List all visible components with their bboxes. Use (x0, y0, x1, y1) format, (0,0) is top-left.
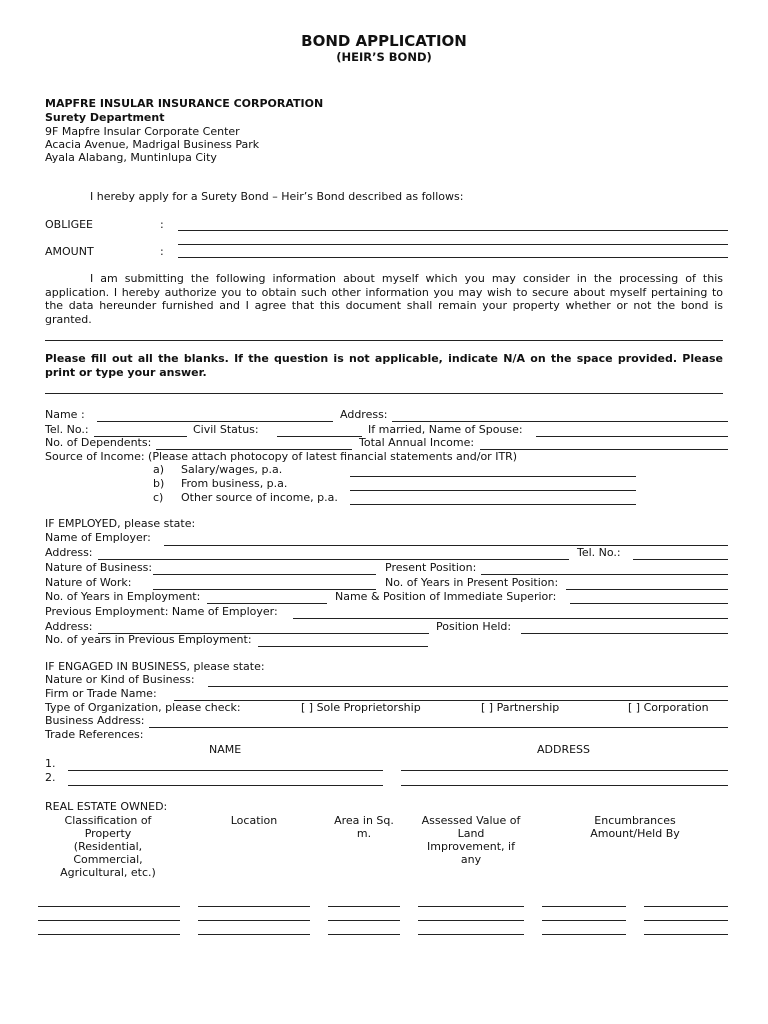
re-row1-held-by[interactable] (644, 906, 728, 907)
source-of-income-label: Source of Income: (Please attach photocopy of latest financial statements and/or ITR) (45, 450, 518, 463)
name-label: Name : (45, 408, 85, 421)
income-field[interactable] (480, 449, 728, 450)
amount-colon: : (160, 245, 164, 258)
obligee-label: OBLIGEE (45, 218, 94, 231)
re-row1-area[interactable] (328, 906, 400, 907)
trade-references-label: Trade References: (45, 728, 144, 741)
previous-years-field[interactable] (258, 646, 428, 647)
income-label: Total Annual Income: (359, 436, 475, 449)
re-row1-classification[interactable] (38, 906, 180, 907)
address-field[interactable] (392, 421, 728, 422)
previous-employment-label: Previous Employment: Name of Employer: (45, 605, 278, 618)
employer-address-field[interactable] (98, 559, 569, 560)
years-in-position-label: No. of Years in Present Position: (385, 576, 559, 589)
nature-of-business-field[interactable] (153, 574, 376, 575)
nature-of-business-label: Nature of Business: (45, 561, 153, 574)
company-address-line-1: 9F Mapfre Insular Corporate Center (45, 125, 240, 138)
sole-proprietorship-checkbox[interactable]: [ ] Sole Proprietorship (301, 701, 421, 714)
document-subtitle: (HEIR’S BOND) (336, 50, 432, 64)
re-row3-location[interactable] (198, 934, 310, 935)
divider (45, 340, 723, 341)
obligee-field-line-2[interactable] (178, 244, 728, 245)
years-in-position-field[interactable] (566, 589, 728, 590)
other-income-field[interactable] (350, 504, 636, 505)
re-row1-location[interactable] (198, 906, 310, 907)
re-row1-assessed-value[interactable] (418, 906, 524, 907)
salary-label: Salary/wages, p.a. (181, 463, 283, 476)
reference-1-address-field[interactable] (401, 770, 728, 771)
years-in-employment-label: No. of Years in Employment: (45, 590, 201, 603)
present-position-label: Present Position: (385, 561, 477, 574)
previous-employer-field[interactable] (293, 618, 728, 619)
source-c-letter: c) (153, 491, 164, 504)
superior-label: Name & Position of Immediate Superior: (335, 590, 557, 603)
company-department: Surety Department (45, 111, 165, 124)
address-label: Address: (340, 408, 388, 421)
other-income-label: Other source of income, p.a. (181, 491, 338, 504)
re-row3-area[interactable] (328, 934, 400, 935)
employer-address-label: Address: (45, 546, 93, 559)
business-address-field[interactable] (149, 727, 728, 728)
re-row3-held-by[interactable] (644, 934, 728, 935)
references-address-header: ADDRESS (537, 743, 591, 756)
business-address-label: Business Address: (45, 714, 145, 727)
re-row3-assessed-value[interactable] (418, 934, 524, 935)
reference-1-number: 1. (45, 757, 56, 770)
employer-field[interactable] (164, 545, 728, 546)
company-name: MAPFRE INSULAR INSURANCE CORPORATION (45, 97, 324, 110)
spouse-label: If married, Name of Spouse: (368, 423, 523, 436)
superior-field[interactable] (570, 603, 728, 604)
business-income-label: From business, p.a. (181, 477, 288, 490)
source-b-letter: b) (153, 477, 165, 490)
company-address-line-2: Acacia Avenue, Madrigal Business Park (45, 138, 260, 151)
corporation-checkbox[interactable]: [ ] Corporation (628, 701, 709, 714)
reference-2-address-field[interactable] (401, 785, 728, 786)
encumbrances-column-header: Encumbrances Amount/Held By (590, 814, 680, 840)
tel-label: Tel. No.: (45, 423, 89, 436)
business-heading: IF ENGAGED IN BUSINESS, please state: (45, 660, 265, 673)
partnership-checkbox[interactable]: [ ] Partnership (481, 701, 560, 714)
company-address-line-3: Ayala Alabang, Muntinlupa City (45, 151, 217, 164)
reference-2-number: 2. (45, 771, 56, 784)
obligee-field-line-1[interactable] (178, 230, 728, 231)
area-column-header: Area in Sq. m. (334, 814, 394, 840)
authorization-paragraph: I am submitting the following information about myself which you may consider in the processing of this application. I hereby authorize you to obtain such other information you may wish to secure about myself pertaining to the data hereunder furnished and I agree that this document shall remain your property whether or not the bond is granted. (45, 272, 723, 326)
spouse-field[interactable] (536, 436, 728, 437)
position-held-field[interactable] (521, 633, 728, 634)
name-field[interactable] (97, 421, 333, 422)
amount-field-line[interactable] (178, 257, 728, 258)
civil-status-label: Civil Status: (193, 423, 259, 436)
business-nature-field[interactable] (208, 686, 728, 687)
present-position-field[interactable] (481, 574, 728, 575)
business-nature-label: Nature or Kind of Business: (45, 673, 195, 686)
employer-tel-field[interactable] (633, 559, 728, 560)
re-row2-held-by[interactable] (644, 920, 728, 921)
references-name-header: NAME (209, 743, 242, 756)
nature-of-work-label: Nature of Work: (45, 576, 132, 589)
previous-years-label: No. of years in Previous Employment: (45, 633, 252, 646)
obligee-colon: : (160, 218, 164, 231)
re-row2-location[interactable] (198, 920, 310, 921)
assessed-value-column-header: Assessed Value of Land Improvement, if any (421, 814, 521, 866)
re-row3-encumbrance-amount[interactable] (542, 934, 626, 935)
re-row2-area[interactable] (328, 920, 400, 921)
firm-name-label: Firm or Trade Name: (45, 687, 157, 700)
re-row2-classification[interactable] (38, 920, 180, 921)
years-in-employment-field[interactable] (207, 603, 327, 604)
re-row2-encumbrance-amount[interactable] (542, 920, 626, 921)
classification-column-header: Classification of Property (Residential, Commercial, Agricultural, etc.) (60, 814, 156, 879)
reference-2-name-field[interactable] (68, 785, 383, 786)
employer-label: Name of Employer: (45, 531, 151, 544)
divider (45, 393, 723, 394)
location-column-header: Location (230, 814, 278, 827)
source-a-letter: a) (153, 463, 165, 476)
business-income-field[interactable] (350, 490, 636, 491)
document-title: BOND APPLICATION (301, 32, 467, 50)
instruction-text: Please fill out all the blanks. If the question is not applicable, indicate N/A on the space provided. Please print or type your answer. (45, 352, 723, 379)
employed-heading: IF EMPLOYED, please state: (45, 517, 196, 530)
organization-type-label: Type of Organization, please check: (45, 701, 241, 714)
real-estate-heading: REAL ESTATE OWNED: (45, 800, 168, 813)
intro-text: I hereby apply for a Surety Bond – Heir’s Bond described as follows: (90, 190, 464, 203)
employer-tel-label: Tel. No.: (577, 546, 621, 559)
civil-status-field[interactable] (277, 436, 362, 437)
reference-1-name-field[interactable] (68, 770, 383, 771)
amount-label: AMOUNT (45, 245, 94, 258)
re-row2-assessed-value[interactable] (418, 920, 524, 921)
salary-field[interactable] (350, 476, 636, 477)
position-held-label: Position Held: (436, 620, 512, 633)
dependents-label: No. of Dependents: (45, 436, 152, 449)
re-row1-encumbrance-amount[interactable] (542, 906, 626, 907)
previous-address-label: Address: (45, 620, 93, 633)
re-row3-classification[interactable] (38, 934, 180, 935)
